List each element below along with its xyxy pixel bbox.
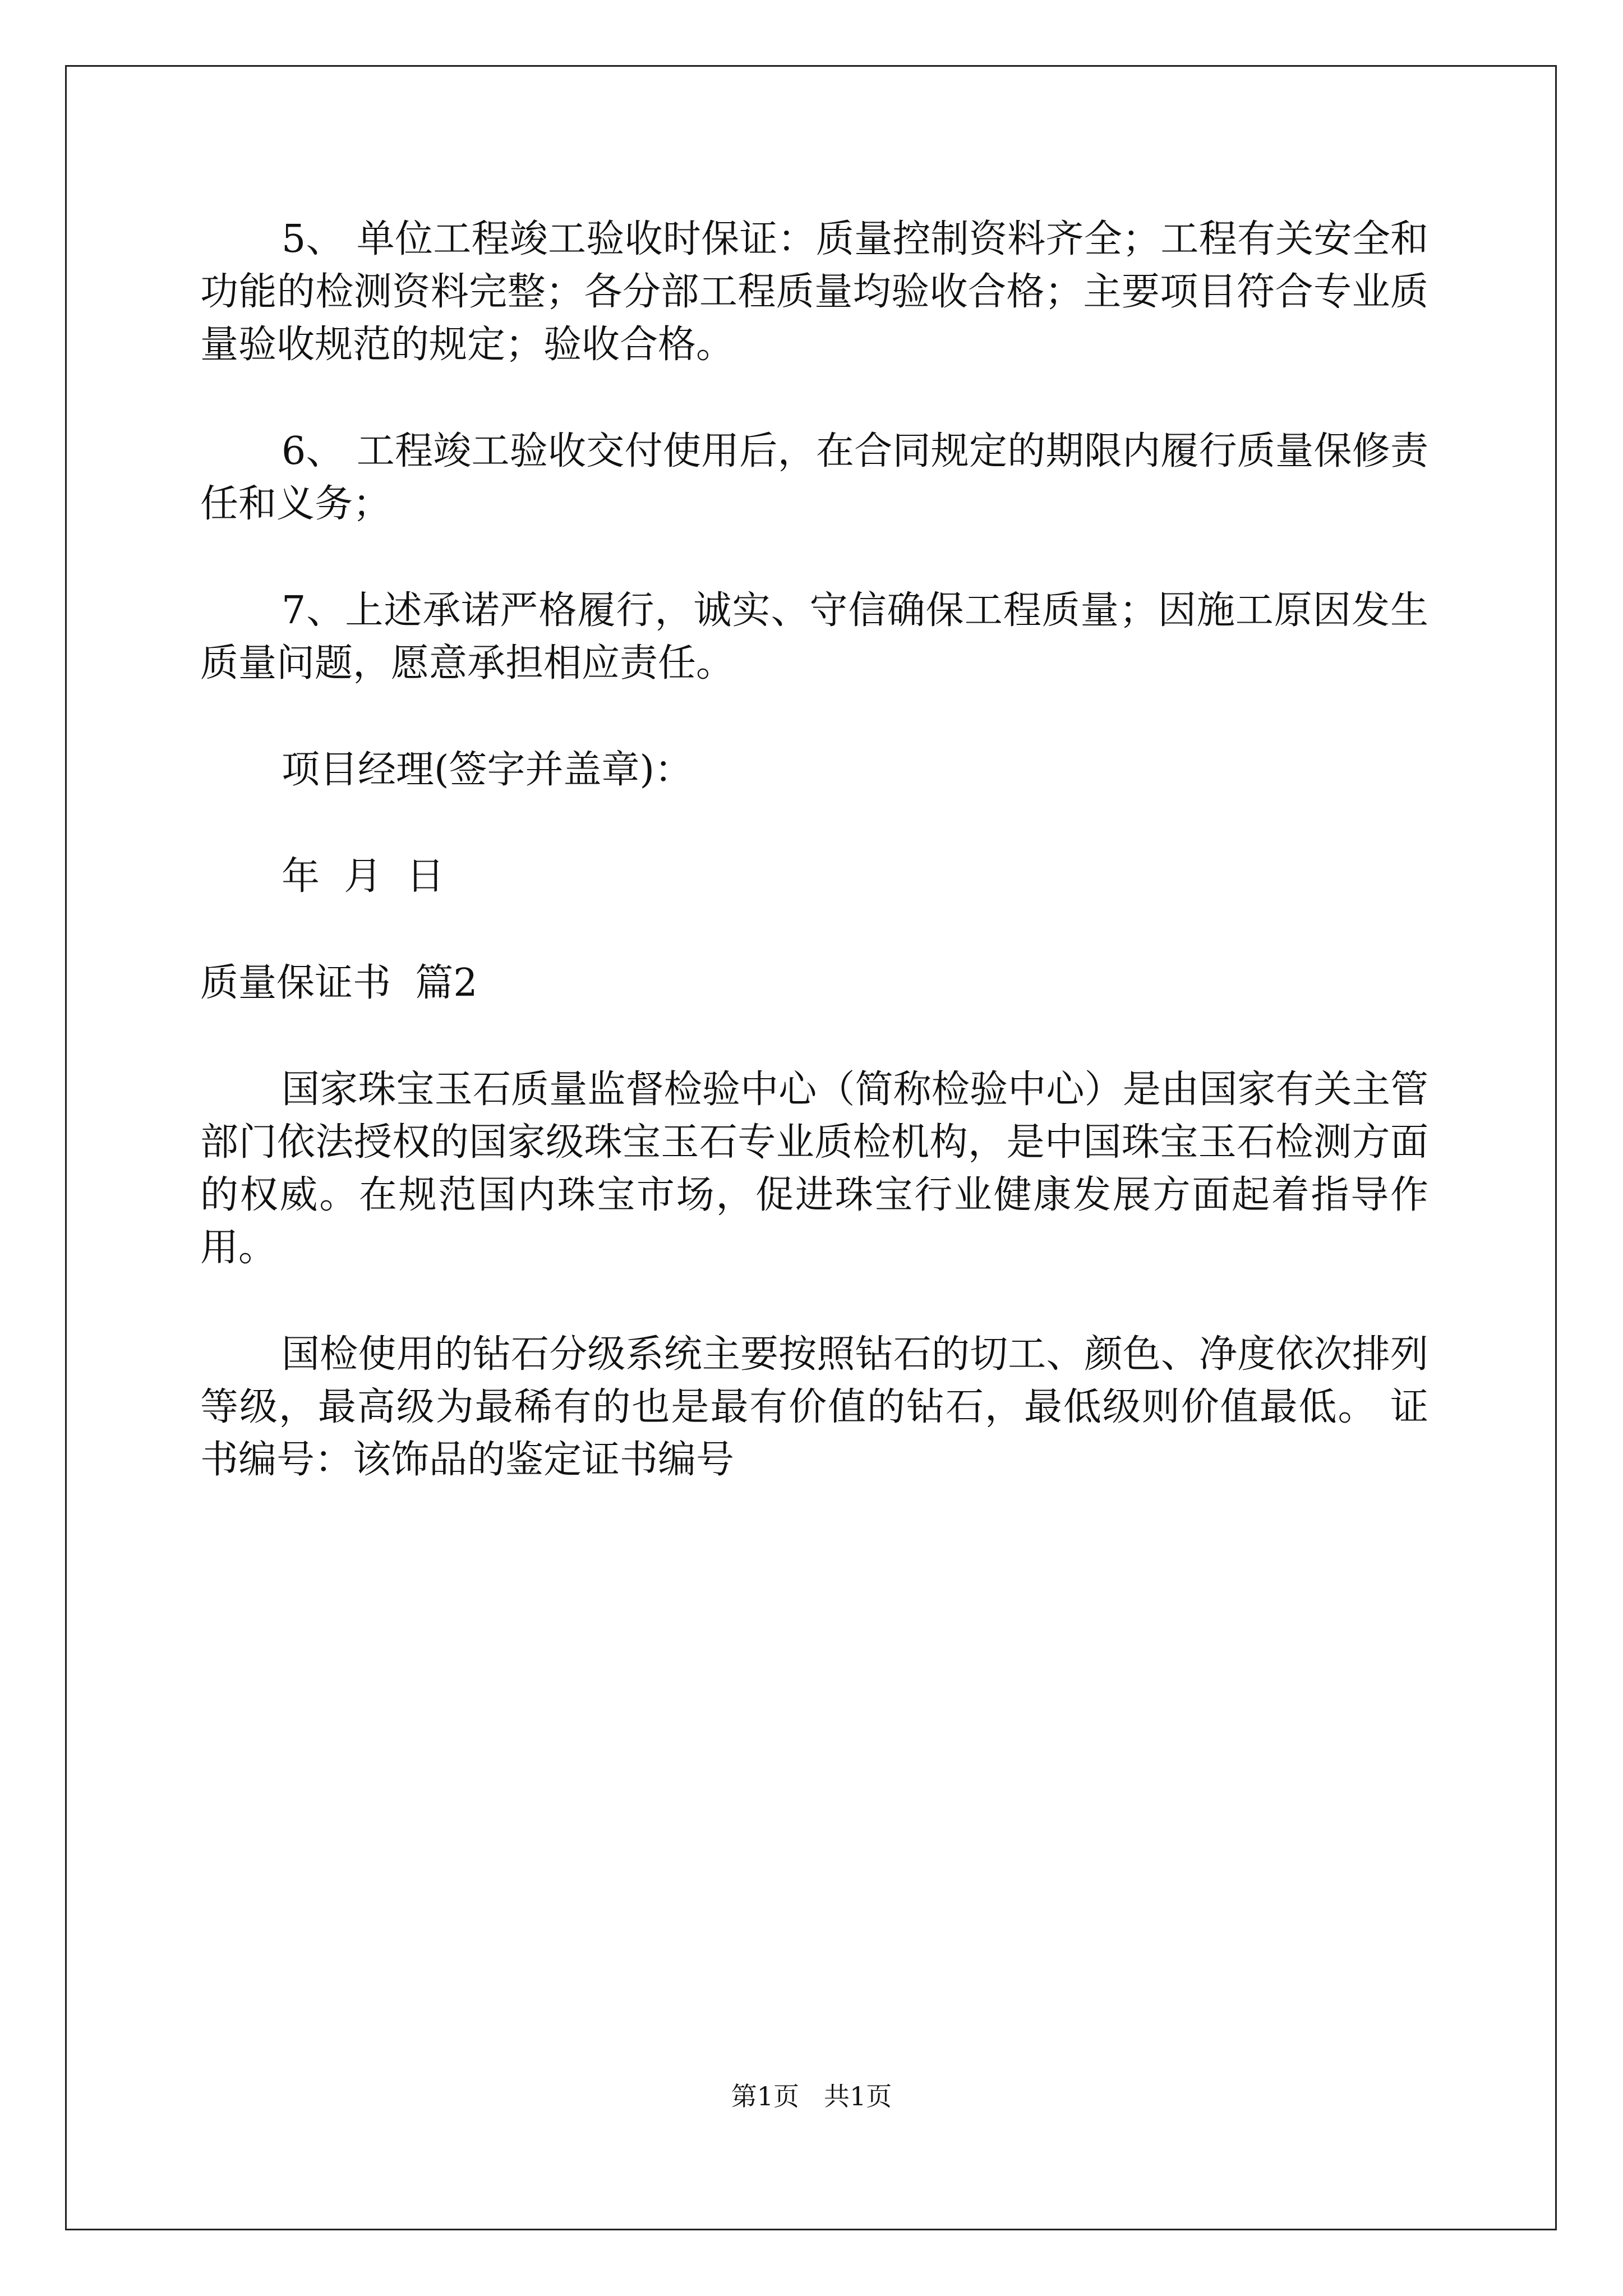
section-heading: 质量保证书 篇2 <box>200 961 478 1005</box>
signature-line: 项目经理(签字并盖章)： <box>282 748 693 792</box>
date-line: 年 月 日 <box>282 854 445 899</box>
page-total: 共1页 <box>824 2081 892 2111</box>
document-body <box>200 213 1428 1540</box>
page-footer <box>0 2079 1623 2113</box>
section-paragraph-grading: 国检使用的钻石分级系统主要按照钻石的切工、颜色、净度依次排列等级，最高级为最稀有的也是最有价值的钻石，最低级则价值最低。 证书编号：该饰品的鉴定证书编号 <box>200 1332 1428 1482</box>
section-paragraph-intro: 国家珠宝玉石质量监督检验中心（简称检验中心）是由国家有关主管部门依法授权的国家级珠宝玉石专业质检机构，是中国珠宝玉石检测方面的权威。在规范国内珠宝市场，促进珠宝行业健康发展方面起着指导作用。 <box>200 1068 1428 1270</box>
paragraph-item-7: 7、上述承诺严格履行，诚实、守信确保工程质量；因施工原因发生质量问题，愿意承担相应责任。 <box>200 588 1428 685</box>
paragraph-item-6: 6、 工程竣工验收交付使用后，在合同规定的期限内履行质量保修责任和义务； <box>200 429 1428 526</box>
page-number: 第1页 <box>731 2081 799 2111</box>
paragraph-item-5: 5、 单位工程竣工验收时保证：质量控制资料齐全；工程有关安全和功能的检测资料完整；各分部工程质量均验收合格；主要项目符合专业质量验收规范的规定；验收合格。 <box>200 217 1428 367</box>
